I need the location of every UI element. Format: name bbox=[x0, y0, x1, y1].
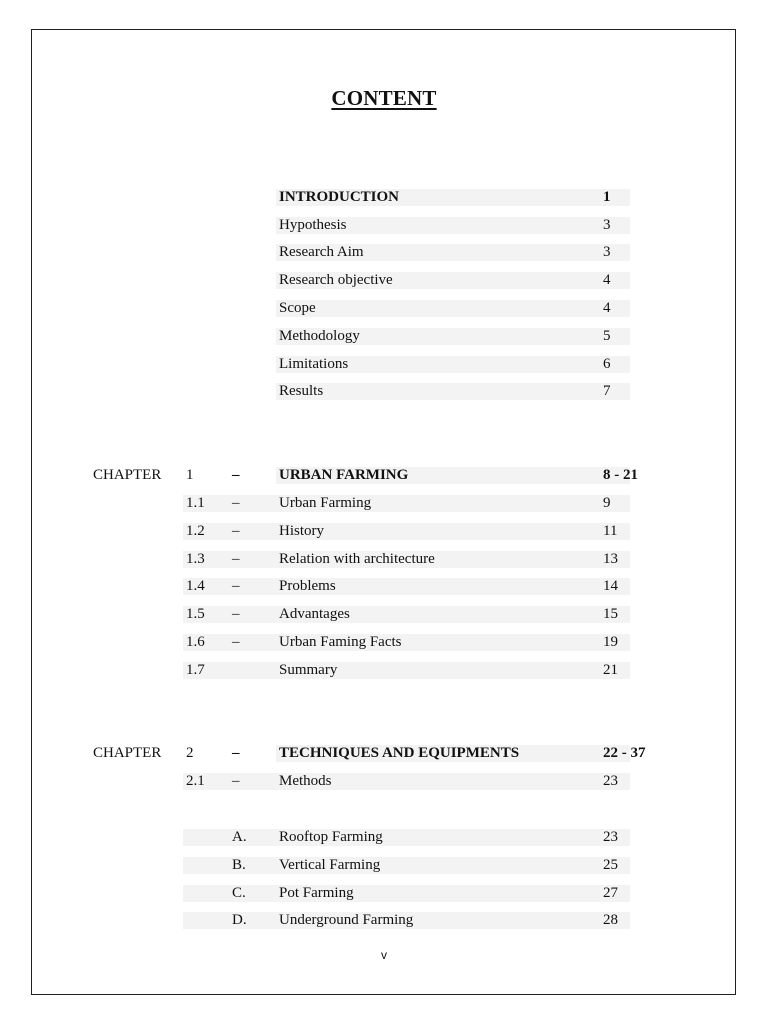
toc-row bbox=[0, 771, 768, 791]
toc-entry-page: 7 bbox=[603, 383, 611, 399]
toc-entry-page: 6 bbox=[603, 356, 611, 372]
chapter-title: TECHNIQUES AND EQUIPMENTS bbox=[279, 745, 520, 761]
chapter-pages: 8 - 21 bbox=[603, 467, 638, 483]
chapter-dash: – bbox=[232, 745, 240, 761]
section-number: 2.1 bbox=[186, 773, 205, 789]
toc-entry-title: Results bbox=[279, 383, 324, 399]
chapter-number: 2 bbox=[186, 745, 194, 761]
row-shading bbox=[183, 885, 630, 902]
section-title: Advantages bbox=[279, 606, 350, 622]
section-page: 15 bbox=[603, 606, 618, 622]
section-title: Summary bbox=[279, 662, 338, 678]
toc-row bbox=[0, 215, 768, 235]
toc-row bbox=[0, 549, 768, 569]
section-page: 19 bbox=[603, 634, 618, 650]
section-dash: – bbox=[232, 495, 240, 511]
chapter-dash: – bbox=[232, 467, 240, 483]
section-number: 1.7 bbox=[186, 662, 205, 678]
row-shading bbox=[183, 495, 630, 512]
section-title: Relation with architecture bbox=[279, 551, 435, 567]
section-dash: – bbox=[232, 523, 240, 539]
toc-row bbox=[0, 521, 768, 541]
chapter-number: 1 bbox=[186, 467, 194, 483]
toc-row-chapter-2 bbox=[0, 743, 768, 763]
toc-row bbox=[0, 604, 768, 624]
toc-entry-title: Scope bbox=[279, 300, 316, 316]
section-title: Urban Faming Facts bbox=[279, 634, 402, 650]
row-shading bbox=[183, 523, 630, 540]
section-page: 21 bbox=[603, 662, 618, 678]
toc-row-introduction bbox=[0, 187, 768, 207]
section-page: 14 bbox=[603, 578, 618, 594]
toc-entry-page: 1 bbox=[603, 189, 611, 205]
row-shading bbox=[183, 634, 630, 651]
subsection-title: Rooftop Farming bbox=[279, 829, 383, 845]
section-page: 23 bbox=[603, 773, 618, 789]
toc-entry-page: 3 bbox=[603, 217, 611, 233]
toc-row bbox=[0, 632, 768, 652]
page-title: CONTENT bbox=[331, 86, 437, 110]
subsection-letter: B. bbox=[232, 857, 246, 873]
section-dash: – bbox=[232, 634, 240, 650]
section-page: 13 bbox=[603, 551, 618, 567]
chapter-pages: 22 - 37 bbox=[603, 745, 646, 761]
subsection-letter: D. bbox=[232, 912, 247, 928]
toc-row bbox=[0, 270, 768, 290]
toc-entry-page: 5 bbox=[603, 328, 611, 344]
toc-entry-title: Methodology bbox=[279, 328, 360, 344]
row-shading bbox=[183, 662, 630, 679]
row-shading bbox=[183, 578, 630, 595]
toc-row bbox=[0, 827, 768, 847]
section-title: Urban Farming bbox=[279, 495, 372, 511]
subsection-letter: C. bbox=[232, 885, 246, 901]
toc-row-chapter-1 bbox=[0, 465, 768, 485]
section-dash: – bbox=[232, 773, 240, 789]
toc-row bbox=[0, 326, 768, 346]
chapter-label: CHAPTER bbox=[93, 467, 162, 483]
toc-entry-title: Limitations bbox=[279, 356, 349, 372]
toc-row bbox=[0, 855, 768, 875]
row-shading bbox=[183, 606, 630, 623]
toc-entry-title: INTRODUCTION bbox=[279, 189, 400, 205]
section-dash: – bbox=[232, 606, 240, 622]
subsection-page: 27 bbox=[603, 885, 618, 901]
section-number: 1.6 bbox=[186, 634, 205, 650]
section-page: 11 bbox=[603, 523, 618, 539]
toc-entry-title: Hypothesis bbox=[279, 217, 347, 233]
toc-row bbox=[0, 576, 768, 596]
row-shading bbox=[183, 773, 630, 790]
toc-row bbox=[0, 660, 768, 680]
section-title: History bbox=[279, 523, 324, 539]
toc-entry-title: Research Aim bbox=[279, 244, 364, 260]
row-shading bbox=[276, 383, 630, 400]
toc-row bbox=[0, 354, 768, 374]
toc-row bbox=[0, 493, 768, 513]
section-title: Methods bbox=[279, 773, 332, 789]
section-number: 1.1 bbox=[186, 495, 205, 511]
section-page: 9 bbox=[603, 495, 611, 511]
toc-entry-title: Research objective bbox=[279, 272, 393, 288]
toc-entry-page: 4 bbox=[603, 272, 611, 288]
row-shading bbox=[276, 300, 630, 317]
section-number: 1.3 bbox=[186, 551, 205, 567]
page-number: v bbox=[381, 948, 387, 962]
toc-row bbox=[0, 910, 768, 930]
row-shading bbox=[183, 829, 630, 846]
toc-entry-page: 3 bbox=[603, 244, 611, 260]
section-number: 1.5 bbox=[186, 606, 205, 622]
section-dash: – bbox=[232, 578, 240, 594]
subsection-title: Vertical Farming bbox=[279, 857, 381, 873]
section-number: 1.4 bbox=[186, 578, 205, 594]
chapter-title: URBAN FARMING bbox=[279, 467, 409, 483]
chapter-label: CHAPTER bbox=[93, 745, 162, 761]
row-shading bbox=[183, 857, 630, 874]
section-dash: – bbox=[232, 551, 240, 567]
section-number: 1.2 bbox=[186, 523, 205, 539]
subsection-title: Pot Farming bbox=[279, 885, 354, 901]
subsection-page: 23 bbox=[603, 829, 618, 845]
toc-row bbox=[0, 242, 768, 262]
section-title: Problems bbox=[279, 578, 336, 594]
toc-row bbox=[0, 883, 768, 903]
subsection-page: 28 bbox=[603, 912, 618, 928]
toc-entry-page: 4 bbox=[603, 300, 611, 316]
subsection-page: 25 bbox=[603, 857, 618, 873]
subsection-title: Underground Farming bbox=[279, 912, 414, 928]
subsection-letter: A. bbox=[232, 829, 247, 845]
toc-row bbox=[0, 298, 768, 318]
toc-row bbox=[0, 381, 768, 401]
